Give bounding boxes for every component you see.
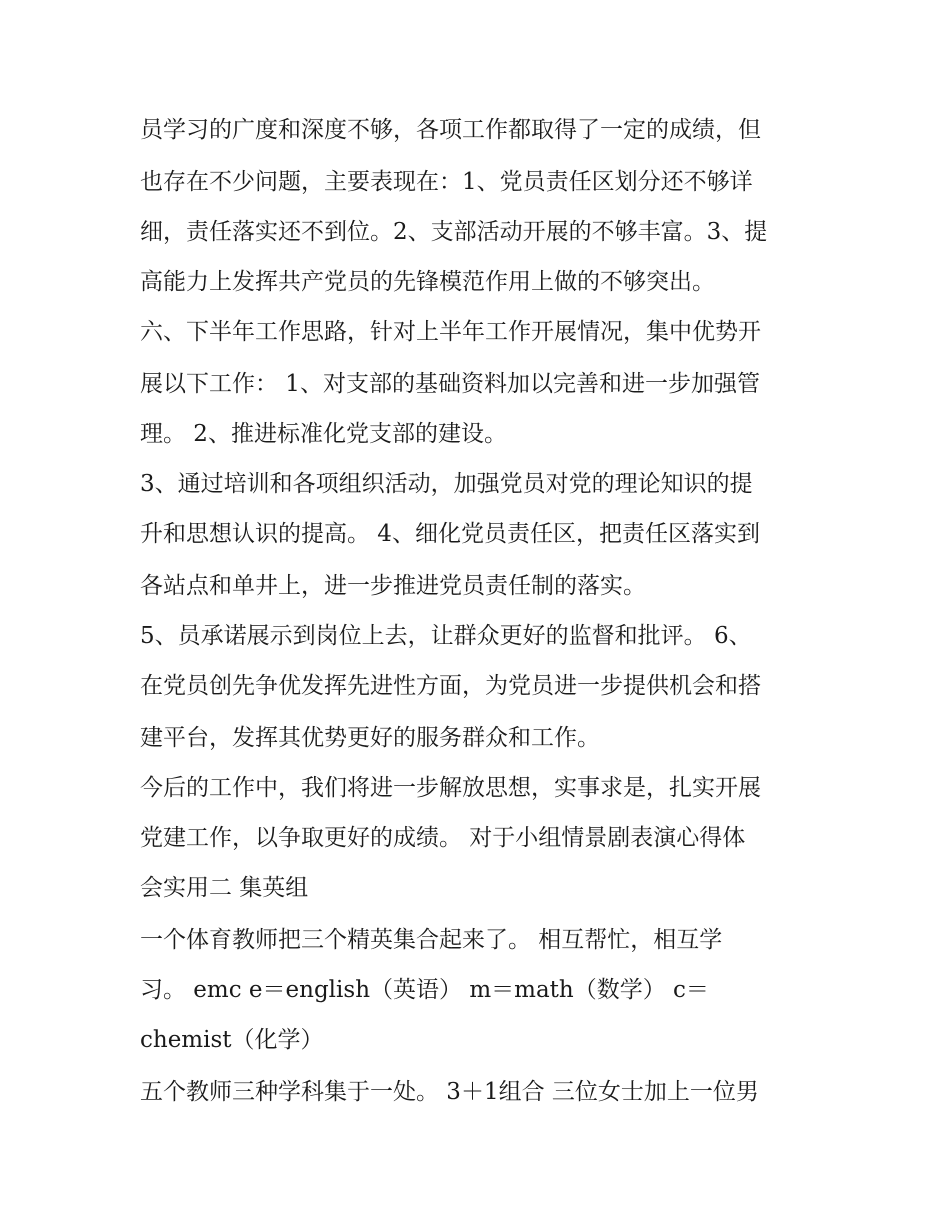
text-line: 员学习的广度和深度不够，各项工作都取得了一定的成绩，但 <box>140 117 761 143</box>
text-line: 一个体育教师把三个精英集合起来了。 相互帮忙，相互学 <box>140 927 723 953</box>
text-line: 党建工作，以争取更好的成绩。 对于小组情景剧表演心得体 <box>140 825 746 851</box>
text-line: 建平台，发挥其优势更好的服务群众和工作。 <box>140 725 600 751</box>
text-line: 展以下工作： 1、对支部的基础资料加以完善和进一步加强管 <box>140 371 760 397</box>
text-line: chemist（化学） <box>140 1027 324 1053</box>
text-line: 五个教师三种学科集于一处。 3＋1组合 三位女士加上一位男 <box>140 1079 759 1105</box>
text-line: 习。 emc e＝english（英语） m＝math（数学） c＝ <box>140 977 709 1003</box>
text-line: 高能力上发挥共产党员的先锋模范作用上做的不够突出。 <box>140 269 715 295</box>
text-line: 六、下半年工作思路，针对上半年工作开展情况，集中优势开 <box>140 319 761 345</box>
text-line: 5、员承诺展示到岗位上去，让群众更好的监督和批评。 6、 <box>140 623 752 649</box>
text-line: 升和思想认识的提高。 4、细化党员责任区，把责任区落实到 <box>140 521 760 547</box>
text-line: 也存在不少问题，主要表现在：1、党员责任区划分还不够详 <box>140 169 753 195</box>
text-line: 会实用二 集英组 <box>140 875 309 901</box>
text-line: 理。 2、推进标准化党支部的建设。 <box>140 421 507 447</box>
text-line: 各站点和单井上，进一步推进党员责任制的落实。 <box>140 573 646 599</box>
text-line: 细，责任落实还不到位。2、支部活动开展的不够丰富。3、提 <box>140 219 768 245</box>
text-line: 在党员创先争优发挥先进性方面，为党员进一步提供机会和搭 <box>140 673 761 699</box>
text-line: 3、通过培训和各项组织活动，加强党员对党的理论知识的提 <box>140 471 753 497</box>
text-line: 今后的工作中，我们将进一步解放思想，实事求是，扎实开展 <box>140 775 761 801</box>
